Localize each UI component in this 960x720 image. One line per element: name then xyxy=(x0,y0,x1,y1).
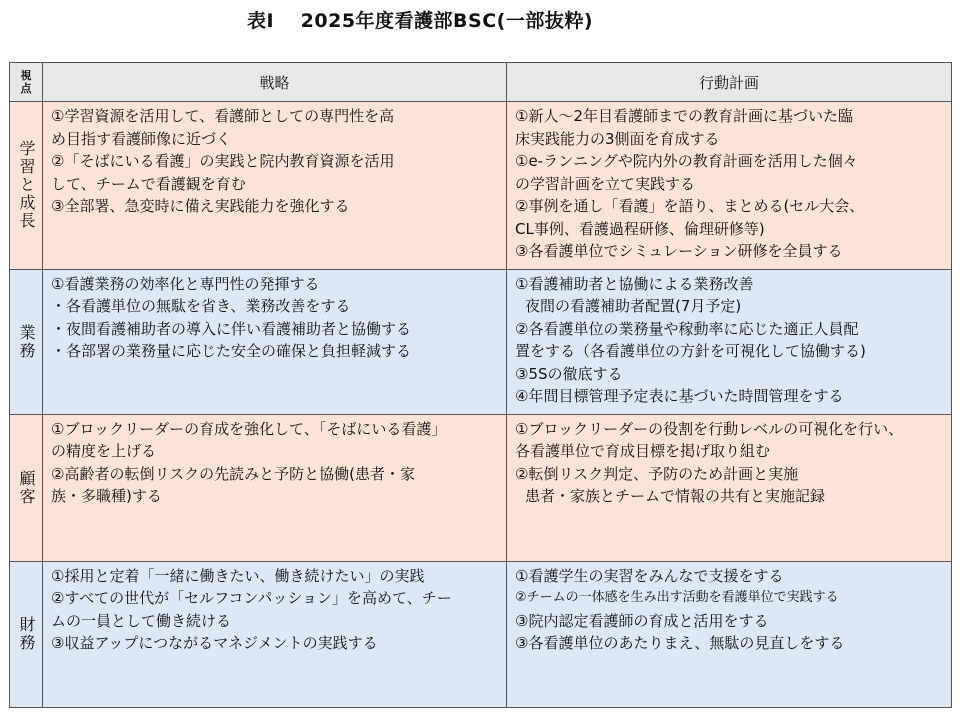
action-line: ①e-ランニングや院内外の教育計画を活用した個々 xyxy=(515,152,858,170)
action-cell xyxy=(507,561,952,707)
viewpoint-cell: 業務 xyxy=(10,269,43,414)
action-line: ①看護学生の実習をみんなで支援をする xyxy=(515,566,784,585)
action-line: ②チームの一体感を生み出す活動を看護単位で実践する xyxy=(515,590,839,605)
strategy-line: ・各部署の業務量に応じた安全の確保と負担軽減する xyxy=(51,342,412,360)
action-line: ①看護補助者と協働による業務改善 xyxy=(515,274,754,293)
strategy-line: ③収益アップにつながるマネジメントの実践する xyxy=(51,634,378,652)
strategy-line: ムの一員として働き続ける xyxy=(51,611,232,630)
strategy-line: ③全部署、急変時に備え実践能力を強化する xyxy=(51,197,350,215)
strategy-line: ②高齢者の転倒リスクの先読みと予防と協働(患者・家 xyxy=(51,464,416,483)
action-line: ①新人～2年目看護師までの教育計画に基づいた臨 xyxy=(515,107,853,125)
header-row xyxy=(10,63,952,102)
action-line: の学習計画を立て実践する xyxy=(515,174,696,193)
table-row xyxy=(10,561,952,707)
bsc-table xyxy=(9,62,952,708)
header-viewpoint-label: 視点 xyxy=(20,69,32,95)
action-line: 患者・家族とチームで情報の共有と実施記録 xyxy=(525,487,826,505)
viewpoint-cell: 顧客 xyxy=(10,414,43,561)
action-line: ④年間目標管理予定表に基づいた時間管理をする xyxy=(515,387,844,405)
action-cell xyxy=(507,414,952,561)
action-line: ③各看護単位でシミュレーション研修を全員する xyxy=(515,242,843,260)
strategy-line: ①採用と定着「一緒に働きたい、働き続けたい」の実践 xyxy=(51,566,425,585)
table-row xyxy=(10,102,952,270)
strategy-line: ①学習資源を活用して、看護師としての専門性を高 xyxy=(51,107,395,125)
action-line: 各看護単位で育成目標を掲げ取り組む xyxy=(515,442,771,460)
viewpoint-cell: 財務 xyxy=(10,561,43,707)
action-line: 床実践能力の3側面を育成する xyxy=(515,129,720,148)
strategy-line: ・各看護単位の無駄を省き、業務改善をする xyxy=(51,297,351,315)
header-viewpoint xyxy=(10,63,43,102)
strategy-line: め目指す看護師像に近づく xyxy=(51,129,232,148)
strategy-line: 族・多職種)する xyxy=(51,487,162,505)
action-line: CL事例、看護過程研修、倫理研修等) xyxy=(515,219,765,238)
action-line: ③5Sの徹底する xyxy=(515,364,623,383)
strategy-line: ②「そばにいる看護」の実践と院内教育資源を活用 xyxy=(51,152,395,170)
action-line: 夜間の看護補助者配置(7月予定) xyxy=(525,297,742,315)
action-line: ①ブロックリーダーの役割を行動レベルの可視化を行い、 xyxy=(515,419,904,438)
table-row xyxy=(10,269,952,414)
action-line: ②転倒リスク判定、予防のため計画と実施 xyxy=(515,464,799,483)
action-line: ③院内認定看護師の育成と活用をする xyxy=(515,611,769,630)
strategy-line: して、チームで看護観を育む xyxy=(51,174,246,193)
strategy-line: ・夜間看護補助者の導入に伴い看護補助者と協働する xyxy=(51,319,412,338)
action-line: 置をする（各看護単位の方針を可視化して協働する) xyxy=(515,342,866,360)
action-line: ②事例を通し「看護」を語り、まとめる(セル大会、 xyxy=(515,197,865,215)
action-cell xyxy=(507,269,952,414)
strategy-cell xyxy=(43,561,507,707)
strategy-cell xyxy=(43,269,507,414)
header-action-plan: 行動計画 xyxy=(507,63,952,102)
strategy-cell xyxy=(43,102,507,270)
strategy-line: の精度を上げる xyxy=(51,442,157,460)
strategy-line: ①ブロックリーダーの育成を強化して、「そばにいる看護」 xyxy=(51,419,447,438)
header-strategy: 戦略 xyxy=(43,63,507,102)
table-row xyxy=(10,414,952,561)
strategy-cell xyxy=(43,414,507,561)
action-line: ③各看護単位のあたりまえ、無駄の見直しをする xyxy=(515,634,845,652)
viewpoint-cell: 学習と成長 xyxy=(10,102,43,270)
table-title: 表Ⅰ 2025年度看護部BSC(一部抜粋) xyxy=(246,10,594,32)
strategy-line: ②すべての世代が「セルフコンパッション」を高めて、チー xyxy=(51,589,452,607)
action-cell xyxy=(507,102,952,270)
strategy-line: ①看護業務の効率化と専門性の発揮する xyxy=(51,274,320,293)
action-line: ②各看護単位の業務量や稼動率に応じた適正人員配 xyxy=(515,319,859,338)
